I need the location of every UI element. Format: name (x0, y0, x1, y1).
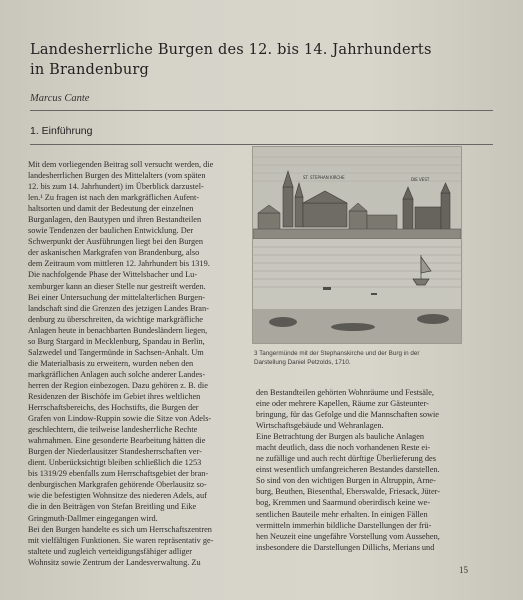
text-line: markgräflichen Anlagen auch solche anderer Landes- (28, 369, 206, 379)
author-name: Marcus Cante (30, 93, 90, 104)
caption-line: Darstellung Daniel Petzolds, 1710. (254, 358, 351, 366)
text-line: Eine Betrachtung der Burgen als bauliche Anlagen (256, 432, 425, 442)
text-line: denburg zu überschreiten, da wichtige markgräfliche (28, 314, 203, 324)
text-line: wahrnahmen. Eine gesonderte Bearbeitung hätten die (28, 436, 206, 446)
text-line: Die nachfolgende Phase der Wittelsbacher und Lu- (28, 270, 198, 280)
right-text-column (256, 387, 480, 553)
text-line: herren der Region einbezogen. Dazu gehören z. B. die (28, 380, 208, 390)
text-line: Grafen von Lindow-Ruppin sowie die Sitze von Adels- (28, 414, 212, 424)
text-line: Residenzen der Bischöfe im Gebiet ihres weltlichen (28, 391, 201, 401)
text-line: len.¹ Zu fragen ist nach den markgräflichen Aufent- (28, 193, 200, 203)
text-line: geschlechtern, die teilweise landesherrliche Rechte (28, 425, 198, 435)
text-line: dem Zeitraum vom mittleren 12. Jahrhundert bis 1319. (28, 259, 210, 269)
text-line: Mit dem vorliegenden Beitrag soll versucht werden, die (28, 160, 214, 169)
text-line: den Bestandteilen gehörten Wohnräume und Festsäle, (256, 388, 434, 397)
figure-caption (254, 350, 464, 367)
caption-line: 3 Tangermünde mit der Stephanskirche und der Burg in der (254, 350, 420, 357)
text-line: Anlagen heute in benachbarten Bundesländern liegen, (28, 325, 208, 335)
text-line: Bei einer Untersuchung der mittelalterlichen Burgen- (28, 292, 206, 302)
text-line: vermitteln immerhin bildliche Darstellungen der frü- (256, 520, 432, 530)
text-line: Gringmuth-Dallmer eingegangen wird. (28, 513, 158, 523)
text-line: Salzwedel und Tangermünde in Sachsen-Anhalt. Um (28, 347, 204, 357)
divider (30, 110, 493, 111)
text-line: bringung, für das Gefolge und die Mannschaften sowie (256, 410, 439, 420)
text-line: hen Neuzeit eine ungefähre Vorstellung vom Aussehen, (256, 531, 440, 541)
text-line: Schwerpunkt der Ausführungen liegt bei den Burgen (28, 237, 203, 247)
figure-engraving (252, 146, 462, 344)
divider (30, 144, 493, 145)
text-line: sentlichen Bauteile mehr erhalten. In einigen Fällen (256, 509, 428, 519)
page-number: 15 (459, 565, 468, 575)
text-line: landschaft sind die Grenzen des jetzigen Landes Bran- (28, 303, 209, 313)
text-line: Wohnsitz sowie Zentrum der Landesverwaltung. Zu (28, 557, 201, 567)
text-line: So sind von den wichtigen Burgen in Altruppin, Arne- (256, 476, 436, 486)
text-line: bis 1319/29 ebenfalls zum Herrschaftsgebiet der bran- (28, 469, 209, 479)
text-line: Burgen der Niederlausitzer Standesherrschaften ver- (28, 447, 202, 457)
text-line: insbesondere die Darstellungen Dillichs, Merians und (256, 542, 435, 552)
text-line: denburgischen Markgrafen gehörende Oberlausitz so- (28, 480, 207, 490)
text-line: Bei den Burgen handelte es sich um Herrschaftszentren (28, 524, 212, 534)
text-line: macht deutlich, dass die noch vorhandenen Reste ei- (256, 443, 431, 453)
text-line: eine oder mehrere Kapellen, Räume zur Gästeunter- (256, 399, 429, 409)
text-line: Wirtschaftsgebäude und Wehranlagen. (256, 421, 384, 431)
text-line: so Burg Stargard in Mecklenburg, Spandau in Berlin, (28, 336, 205, 346)
text-line: die Materialbasis zu erweitern, wurden neben den (28, 358, 194, 368)
article-title (30, 40, 500, 80)
text-line: einst wesentlich umfangreicheren Bestandes darstellen. (256, 465, 440, 475)
text-line: 12. bis zum 14. Jahrhundert) im Überblick darzustel- (28, 182, 204, 192)
text-line: mit vielfältigen Funktionen. Sie waren repräsentativ ge- (28, 535, 214, 545)
engraving-label: ST. STEPHAN KIRCHE (303, 175, 345, 180)
text-line: xemburger kann an dieser Stelle nur gestreift werden. (28, 281, 206, 291)
text-line: sowie Tendenzen der baulichen Entwicklung. Der (28, 226, 194, 236)
text-line: haltsorten und damit der Bedeutung der einzelnen (28, 204, 194, 214)
left-text-column (28, 159, 250, 568)
tangermuende-engraving (253, 147, 461, 343)
text-line: dient. Unberücksichtigt bleiben schließlich die 1253 (28, 458, 202, 468)
text-line: wie die befestigten Wohnsitze des niederen Adels, auf (28, 491, 207, 501)
text-line: der askanischen Markgrafen von Brandenburg, also (28, 248, 200, 258)
text-line: staltete und zugleich verteidigungsfähiger adliger (28, 546, 193, 556)
text-line: ne zufällige und auch recht dürftige Überlieferung des (256, 454, 436, 464)
text-line: Burganlagen, den Bautypen und ihren Bestandteilen (28, 215, 202, 225)
engraving-label: DIE VEST (411, 177, 430, 182)
section-heading: 1. Einführung (30, 125, 93, 137)
text-line: Herrschaftsbereichs, des Hochstifts, die Burgen der (28, 403, 199, 413)
text-line: burg, Beuthen, Biesenthal, Eberswalde, Friesack, Jüter- (256, 487, 441, 497)
text-line: die in den Beiträgen von Stefan Breitling und Eike (28, 502, 197, 512)
article-title-line-2: in Brandenburg (30, 62, 149, 78)
text-line: landesherrlichen Burgen des Mittelalters (vom späten (28, 171, 206, 181)
text-line: bog, Kremmen und Saarmund oberirdisch keine we- (256, 498, 430, 508)
article-title-line-1: Landesherrliche Burgen des 12. bis 14. Jahrhunderts (30, 42, 432, 58)
